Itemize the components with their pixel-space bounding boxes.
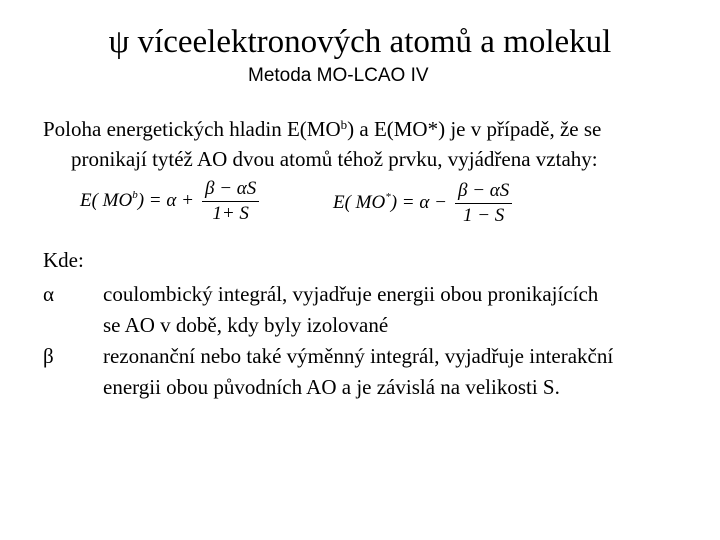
- formula-bonding-lhs: [80, 190, 194, 212]
- formula-antibonding-lhs-sup: *: [385, 191, 391, 203]
- alpha-text-line-1: coulombický integrál, vyjadřuje energii obou pronikajících: [103, 282, 599, 306]
- kde-label: Kde:: [43, 248, 84, 272]
- beta-text: [103, 341, 703, 403]
- formula-bonding-lhs-pre: E( MO: [80, 190, 133, 211]
- intro-line-1-sup: b: [340, 117, 348, 132]
- formula-bonding-denominator: 1+ S: [212, 203, 249, 224]
- slide-title: ψ víceelektronových atomů a molekul: [108, 24, 612, 60]
- formula-antibonding-numerator: β − αS: [455, 180, 512, 204]
- formula-antibonding-lhs-pre: E( MO: [333, 192, 386, 213]
- formula-bonding-lhs-sup: b: [132, 189, 138, 201]
- intro-line-1-post: ) a E(MO*) je v případě, že se: [347, 117, 602, 141]
- formula-antibonding-lhs-post: ) = α −: [390, 192, 447, 213]
- formula-bonding-numerator: β − αS: [202, 178, 259, 202]
- alpha-text-line-2: se AO v době, kdy byly izolované: [103, 313, 389, 337]
- intro-paragraph: [43, 114, 703, 174]
- alpha-text: [103, 279, 703, 341]
- formula-bonding-fraction: [202, 178, 259, 225]
- intro-line-1-pre: Poloha energetických hladin E(MO: [43, 117, 341, 141]
- intro-line-1: [43, 114, 703, 144]
- formula-antibonding-denominator: 1 − S: [462, 205, 505, 226]
- beta-text-line-1: rezonanční nebo také výměnný integrál, vyjadřuje interakční: [103, 344, 614, 368]
- beta-symbol: β: [43, 344, 54, 368]
- beta-text-line-2: energii obou původních AO a je závislá na velikosti S.: [103, 375, 560, 399]
- slide-subtitle: Metoda MO-LCAO IV: [248, 65, 429, 86]
- formula-antibonding-fraction: [455, 180, 512, 227]
- alpha-symbol: α: [43, 282, 55, 306]
- formula-antibonding-lhs: [333, 192, 447, 214]
- intro-line-2: pronikají tytéž AO dvou atomů téhož prvku, vyjádřena vztahy:: [71, 147, 598, 171]
- formula-bonding-lhs-post: ) = α +: [137, 190, 194, 211]
